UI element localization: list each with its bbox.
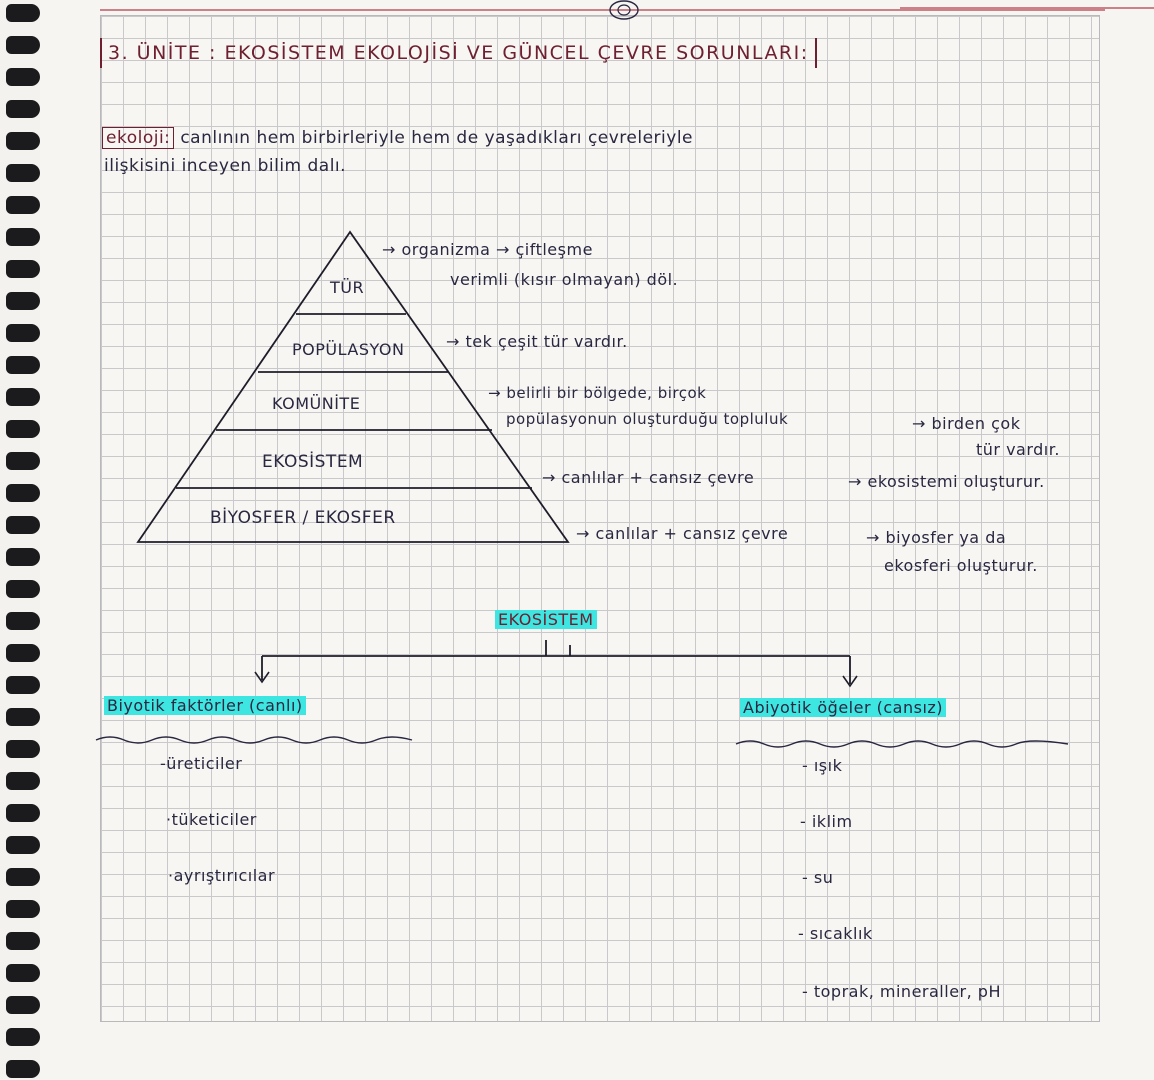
abiotic-heading: Abiyotik öğeler (cansız) bbox=[740, 698, 946, 717]
note-populasyon: → tek çeşit tür vardır. bbox=[446, 332, 628, 351]
biotic-item-consumers: ·tüketiciler bbox=[166, 810, 257, 829]
note-tur-1: → organizma → çiftleşme bbox=[382, 240, 593, 259]
biotic-heading: Biyotik faktörler (canlı) bbox=[104, 696, 306, 715]
pyramid-level-ekosistem: EKOSİSTEM bbox=[262, 452, 364, 472]
note-ekosistem-2: → ekosistemi oluşturur. bbox=[848, 472, 1045, 491]
abiotic-item-climate: - iklim bbox=[800, 812, 853, 831]
definition-term: ekoloji: bbox=[102, 127, 174, 149]
pyramid-level-tur: TÜR bbox=[330, 278, 365, 297]
note-tur-2: verimli (kısır olmayan) döl. bbox=[450, 270, 679, 289]
note-komunite-1: → belirli bir bölgede, birçok bbox=[488, 384, 707, 402]
definition-line-2: ilişkisini inceyen bilim dalı. bbox=[104, 156, 347, 176]
note-biyosfer-3: ekosferi oluşturur. bbox=[884, 556, 1038, 575]
note-komunite-3: → birden çok bbox=[912, 414, 1021, 433]
note-biyosfer-2: → biyosfer ya da bbox=[866, 528, 1007, 547]
note-ekosistem-1: → canlılar + cansız çevre bbox=[542, 468, 755, 487]
pyramid-level-komunite: KOMÜNİTE bbox=[272, 394, 361, 413]
biotic-item-decomposers: ·ayrıştırıcılar bbox=[168, 866, 276, 885]
note-komunite-4: tür vardır. bbox=[976, 440, 1060, 459]
abiotic-item-water: - su bbox=[802, 868, 834, 887]
biotic-item-producers: -üreticiler bbox=[160, 754, 243, 773]
ecosystem-root: EKOSİSTEM bbox=[495, 610, 597, 629]
abiotic-item-light: - ışık bbox=[802, 756, 843, 775]
definition-text-1: canlının hem birbirleriyle hem de yaşadıkları çevreleriyle bbox=[180, 128, 694, 148]
pyramid-level-biyosfer: BİYOSFER / EKOSFER bbox=[210, 508, 396, 528]
abiotic-item-temperature: - sıcaklık bbox=[798, 924, 873, 943]
abiotic-item-soil: - toprak, mineraller, pH bbox=[802, 982, 1001, 1001]
pyramid-level-populasyon: POPÜLASYON bbox=[292, 340, 405, 359]
note-biyosfer-1: → canlılar + cansız çevre bbox=[576, 524, 789, 543]
note-komunite-2: popülasyonun oluşturduğu topluluk bbox=[506, 410, 789, 428]
page-title: 3. ÜNİTE : EKOSİSTEM EKOLOJİSİ VE GÜNCEL ÇEVRE SORUNLARI: bbox=[100, 38, 817, 68]
